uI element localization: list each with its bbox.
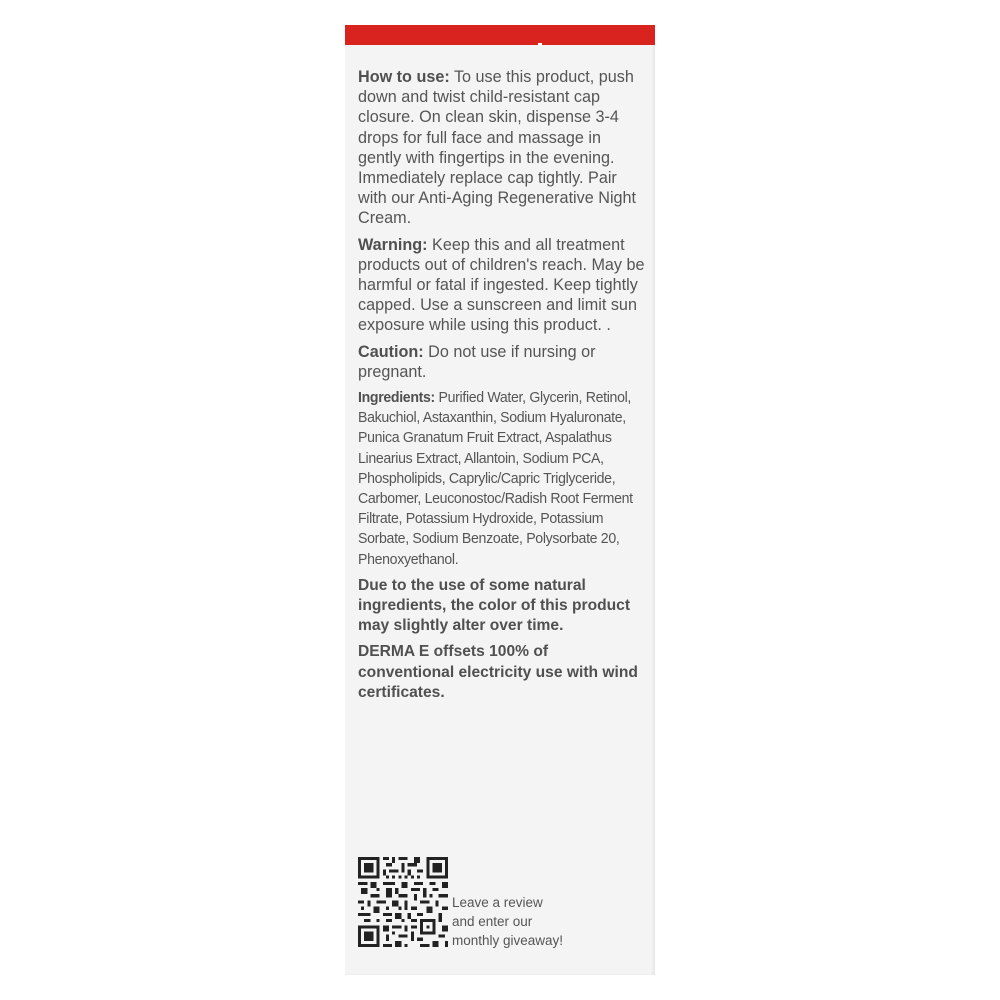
review-line-1: Leave a review [452,895,543,910]
warning-paragraph [358,235,648,336]
qr-code-icon [358,857,448,947]
how-to-use-label: How to use: [358,68,450,86]
red-top-band [345,25,655,45]
ingredients-text: Purified Water, Glycerin, Retinol, Bakuchiol, Astaxanthin, Sodium Hyaluronate, Punica Granatum Fruit Extract, Aspalathus Linearius Extract, Allantoin, Sodium PCA, Phospholipids, Caprylic/Capric Triglyceride, Carbomer, Leuconostoc/Radish Root Ferment Filtrate, Potassium Hydroxide, Potassium Sorbate, Sodium Benzoate, Polysorbate 20, Phenoxyethanol. [358,389,633,568]
caution-label: Caution: [358,342,424,361]
band-notch [538,43,542,46]
package-panel [345,25,655,975]
review-callout [452,893,642,950]
wind-note: DERMA E offsets 100% of conventional electricity use with wind certificates. [358,643,638,701]
how-to-use-text: To use this product, push down and twist child-resistant cap closure. On clean skin, dispense 3-4 drops for full face and massage in gently with fingertips in the evening. Immediately replace cap tightly. Pair with our Anti-Aging Regenerative Night Cream. [358,68,637,228]
color-note: Due to the use of some natural ingredients, the color of this product may slightly alter over time. [358,576,631,635]
how-to-use-paragraph [358,67,648,229]
warning-text: Keep this and all treatment products out of children's reach. May be harmful or fatal if ingested. Keep tightly capped. Use a sunscreen and limit sun exposure while using this product. . [358,235,645,335]
caution-paragraph [358,342,648,382]
warning-label: Warning: [358,235,428,254]
ingredients-label: Ingredients: [358,389,435,407]
review-line-3: monthly giveaway! [452,933,564,948]
ingredients-paragraph [358,388,644,570]
package-text [358,67,648,709]
review-line-2: and enter our [452,914,533,929]
caution-text: Do not use if nursing or pregnant. [358,342,596,381]
